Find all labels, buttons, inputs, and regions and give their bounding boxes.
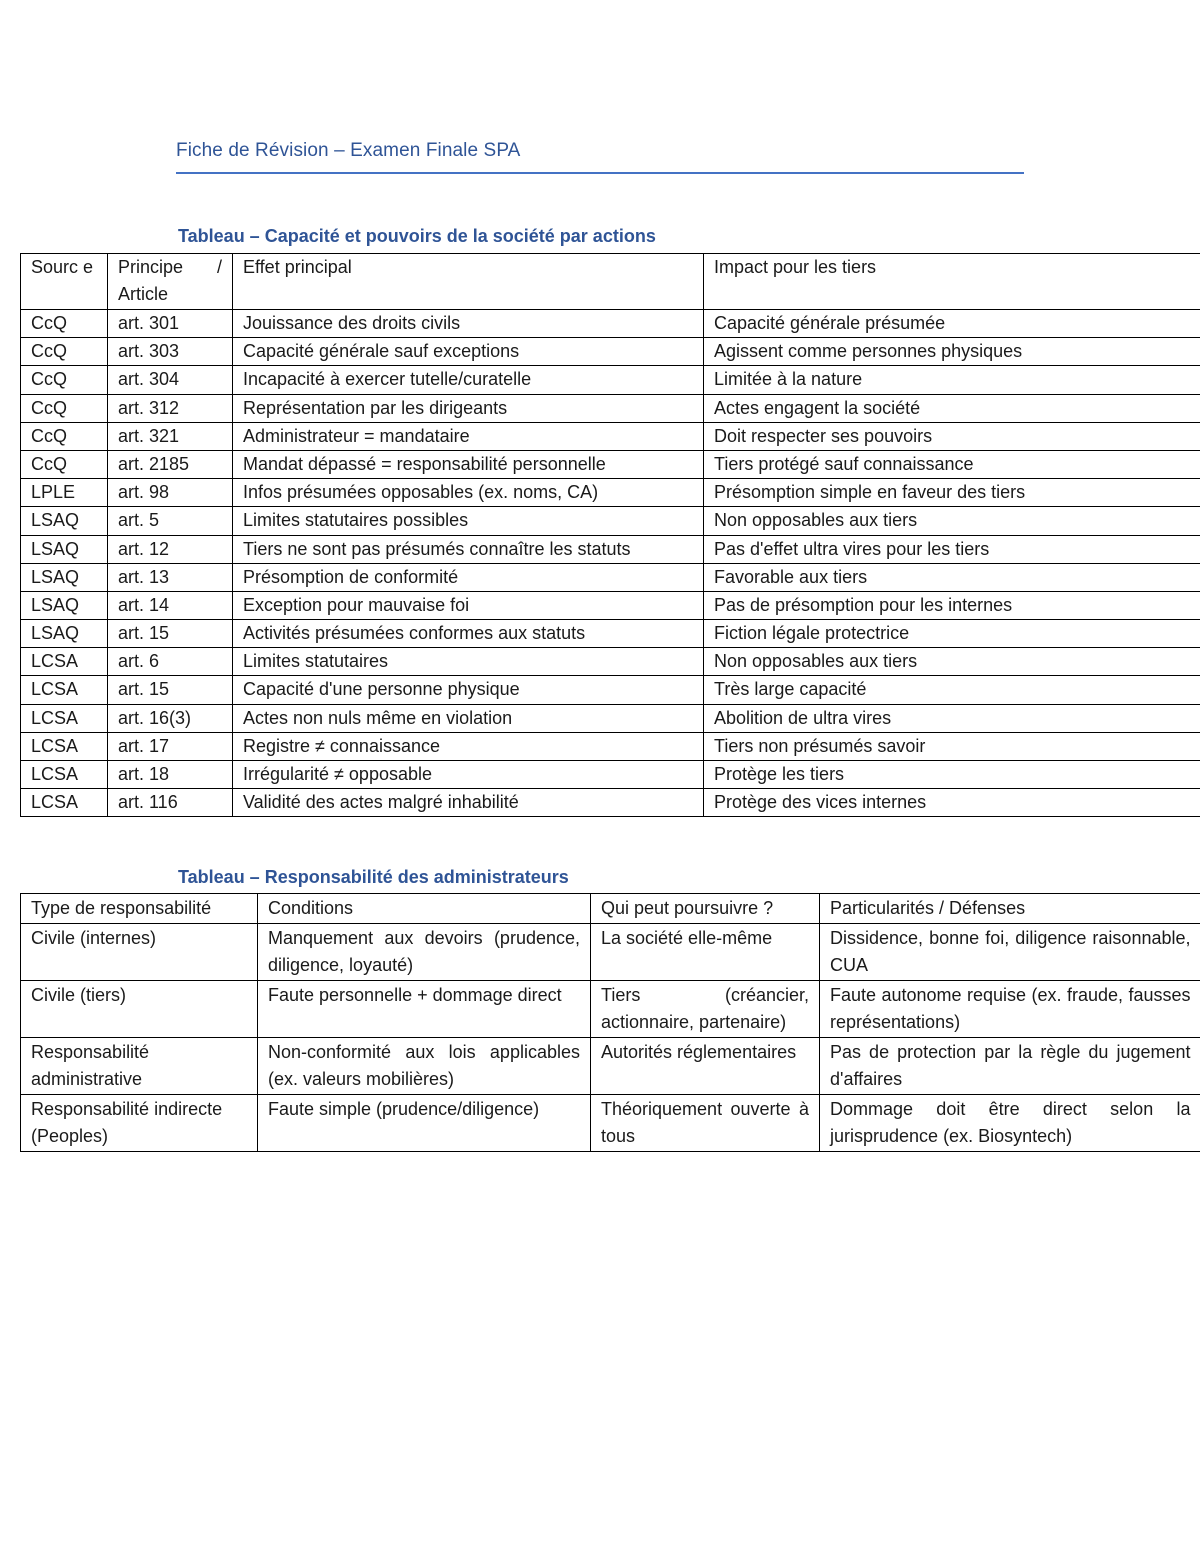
table-cell: CcQ — [21, 338, 108, 366]
table-cell: Limitée à la nature — [704, 366, 1200, 394]
table-cell: Responsabilité administrative — [21, 1038, 258, 1095]
column-header: Effet principal — [233, 254, 704, 310]
column-header: Conditions — [258, 894, 591, 924]
table-cell: CcQ — [21, 422, 108, 450]
table-cell: art. 12 — [108, 535, 233, 563]
table-cell: Mandat dépassé = responsabilité personnelle — [233, 450, 704, 478]
table-cell: art. 2185 — [108, 450, 233, 478]
table-cell: art. 13 — [108, 563, 233, 591]
table-cell: art. 14 — [108, 591, 233, 619]
table-cell: LCSA — [21, 761, 108, 789]
table-cell: Capacité d'une personne physique — [233, 676, 704, 704]
table-row — [21, 591, 1200, 619]
table-cell: CcQ — [21, 394, 108, 422]
table-cell: CcQ — [21, 310, 108, 338]
table1-caption: Tableau – Capacité et pouvoirs de la société par actions — [178, 226, 656, 246]
table-cell: Fiction légale protectrice — [704, 620, 1200, 648]
table-cell: Administrateur = mandataire — [233, 422, 704, 450]
table-cell: Registre ≠ connaissance — [233, 732, 704, 760]
table-cell: Dissidence, bonne foi, diligence raisonnable, CUA — [820, 924, 1200, 981]
table-cell: Infos présumées opposables (ex. noms, CA) — [233, 479, 704, 507]
table-cell: LSAQ — [21, 591, 108, 619]
table-row — [21, 1038, 1200, 1095]
table-header-row — [21, 894, 1200, 924]
table-cell: art. 5 — [108, 507, 233, 535]
table-row — [21, 732, 1200, 760]
table-cell: Civile (internes) — [21, 924, 258, 981]
table-cell: LSAQ — [21, 563, 108, 591]
table-row — [21, 789, 1200, 817]
table-row — [21, 535, 1200, 563]
table-cell: Manquement aux devoirs (prudence, diligence, loyauté) — [258, 924, 591, 981]
table-cell: Doit respecter ses pouvoirs — [704, 422, 1200, 450]
table-cell: CcQ — [21, 450, 108, 478]
table-cell: art. 116 — [108, 789, 233, 817]
table-cell: Tiers (créancier, actionnaire, partenaire) — [591, 981, 820, 1038]
table-cell: Irrégularité ≠ opposable — [233, 761, 704, 789]
table-cell: Faute autonome requise (ex. fraude, fausses représentations) — [820, 981, 1200, 1038]
table-row — [21, 479, 1200, 507]
table-cell: LCSA — [21, 732, 108, 760]
table-cell: Validité des actes malgré inhabilité — [233, 789, 704, 817]
table-cell: Capacité générale sauf exceptions — [233, 338, 704, 366]
column-header: Principe / Article — [108, 254, 233, 310]
table-row — [21, 1095, 1200, 1152]
document-title: Fiche de Révision – Examen Finale SPA — [176, 140, 521, 161]
table-cell: art. 98 — [108, 479, 233, 507]
table-cell: Responsabilité indirecte (Peoples) — [21, 1095, 258, 1152]
table-cell: LSAQ — [21, 535, 108, 563]
table-cell: Présomption simple en faveur des tiers — [704, 479, 1200, 507]
table-cell: Jouissance des droits civils — [233, 310, 704, 338]
table-cell: Incapacité à exercer tutelle/curatelle — [233, 366, 704, 394]
table-cell: Protège des vices internes — [704, 789, 1200, 817]
table-cell: Très large capacité — [704, 676, 1200, 704]
capacity-powers-table — [20, 253, 1200, 817]
table-cell: LSAQ — [21, 507, 108, 535]
table-cell: Pas de protection par la règle du jugement d'affaires — [820, 1038, 1200, 1095]
table-cell: La société elle-même — [591, 924, 820, 981]
table-cell: art. 15 — [108, 676, 233, 704]
table-cell: LPLE — [21, 479, 108, 507]
table-cell: art. 15 — [108, 620, 233, 648]
table-row — [21, 761, 1200, 789]
table-cell: Faute simple (prudence/diligence) — [258, 1095, 591, 1152]
table-header-row — [21, 254, 1200, 310]
table-row — [21, 310, 1200, 338]
table-row — [21, 450, 1200, 478]
column-header: Particularités / Défenses — [820, 894, 1200, 924]
table-cell: art. 16(3) — [108, 704, 233, 732]
table-cell: LCSA — [21, 648, 108, 676]
title-underline — [176, 172, 1024, 174]
table-cell: CcQ — [21, 366, 108, 394]
table-row — [21, 704, 1200, 732]
table-cell: LCSA — [21, 789, 108, 817]
table-cell: Actes non nuls même en violation — [233, 704, 704, 732]
table-cell: Agissent comme personnes physiques — [704, 338, 1200, 366]
table-cell: Favorable aux tiers — [704, 563, 1200, 591]
table-row — [21, 507, 1200, 535]
column-header: Impact pour les tiers — [704, 254, 1200, 310]
column-header: Sourc e — [21, 254, 108, 310]
table-cell: art. 303 — [108, 338, 233, 366]
table-row — [21, 981, 1200, 1038]
table-row — [21, 924, 1200, 981]
table-cell: Limites statutaires possibles — [233, 507, 704, 535]
table-cell: LCSA — [21, 704, 108, 732]
table-row — [21, 366, 1200, 394]
table-cell: Capacité générale présumée — [704, 310, 1200, 338]
table-row — [21, 422, 1200, 450]
table-row — [21, 338, 1200, 366]
table-cell: art. 6 — [108, 648, 233, 676]
table-cell: Présomption de conformité — [233, 563, 704, 591]
column-header: Qui peut poursuivre ? — [591, 894, 820, 924]
table-cell: Faute personnelle + dommage direct — [258, 981, 591, 1038]
table-cell: Tiers protégé sauf connaissance — [704, 450, 1200, 478]
table-cell: Autorités réglementaires — [591, 1038, 820, 1095]
table-cell: art. 304 — [108, 366, 233, 394]
table-cell: Non opposables aux tiers — [704, 507, 1200, 535]
table-cell: Dommage doit être direct selon la jurisprudence (ex. Biosyntech) — [820, 1095, 1200, 1152]
table-cell: Exception pour mauvaise foi — [233, 591, 704, 619]
table-cell: Civile (tiers) — [21, 981, 258, 1038]
table-cell: Activités présumées conformes aux statuts — [233, 620, 704, 648]
table-cell: art. 312 — [108, 394, 233, 422]
table-cell: Non-conformité aux lois applicables (ex. valeurs mobilières) — [258, 1038, 591, 1095]
table2-caption: Tableau – Responsabilité des administrateurs — [178, 867, 569, 887]
table-cell: Tiers ne sont pas présumés connaître les statuts — [233, 535, 704, 563]
table-cell: Abolition de ultra vires — [704, 704, 1200, 732]
table-cell: Théoriquement ouverte à tous — [591, 1095, 820, 1152]
table-cell: art. 17 — [108, 732, 233, 760]
table-cell: Non opposables aux tiers — [704, 648, 1200, 676]
table-cell: Tiers non présumés savoir — [704, 732, 1200, 760]
director-liability-table — [20, 893, 1200, 1152]
column-header: Type de responsabilité — [21, 894, 258, 924]
table-cell: Représentation par les dirigeants — [233, 394, 704, 422]
table-cell: LSAQ — [21, 620, 108, 648]
table-row — [21, 563, 1200, 591]
table-cell: Pas de présomption pour les internes — [704, 591, 1200, 619]
table-row — [21, 394, 1200, 422]
table-cell: Actes engagent la société — [704, 394, 1200, 422]
table-cell: art. 301 — [108, 310, 233, 338]
table-cell: Protège les tiers — [704, 761, 1200, 789]
table-cell: Limites statutaires — [233, 648, 704, 676]
table-row — [21, 676, 1200, 704]
table-cell: art. 321 — [108, 422, 233, 450]
table-row — [21, 620, 1200, 648]
table-cell: art. 18 — [108, 761, 233, 789]
table-cell: LCSA — [21, 676, 108, 704]
table-cell: Pas d'effet ultra vires pour les tiers — [704, 535, 1200, 563]
table-row — [21, 648, 1200, 676]
